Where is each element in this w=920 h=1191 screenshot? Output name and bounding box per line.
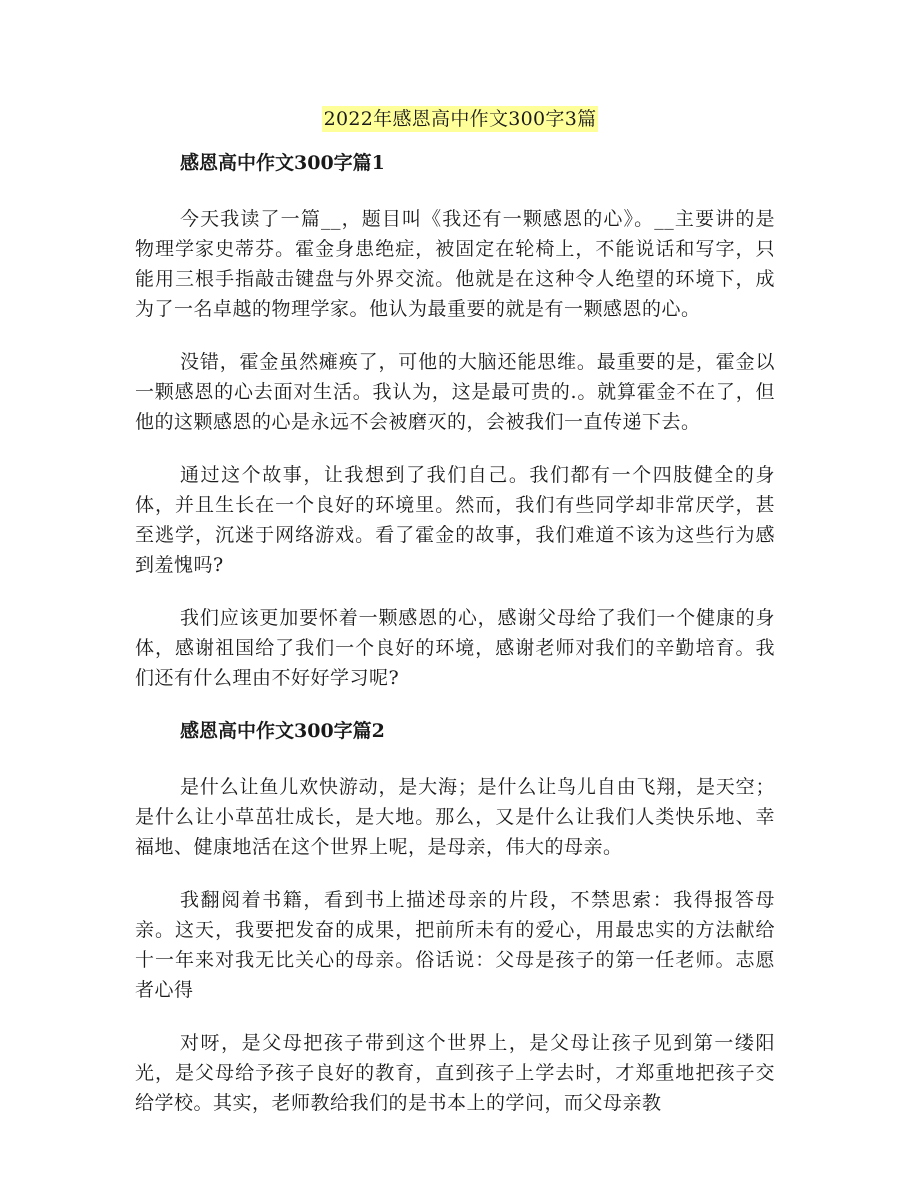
- section-heading: 感恩高中作文300字篇2: [180, 720, 385, 742]
- paragraph: 没错，霍金虽然瘫痪了，可他的大脑还能思维。最重要的是，霍金以一颗感恩的心去面对生活。我认为，这是最可贵的.。就算霍金不在了，但他的这颗感恩的心是永远不会被磨灭的，会被我们一直传递下去。: [135, 351, 775, 433]
- paragraph: 我们应该更加要怀着一颗感恩的心，感谢父母给了我们一个健康的身体，感谢祖国给了我们一个良好的环境，感谢老师对我们的辛勤培育。我们还有什么理由不好好学习呢?: [135, 607, 775, 689]
- title-container: [0, 106, 920, 132]
- section-2: [135, 716, 775, 1118]
- paragraph: 今天我读了一篇__，题目叫《我还有一颗感恩的心》。__主要讲的是物理学家史蒂芬。霍金身患绝症，被固定在轮椅上，不能说话和写字，只能用三根手指敲击键盘与外界交流。他就是在这种令人绝望的环境下，成为了一名卓越的物理学家。他认为最重要的就是有一颗感恩的心。: [135, 208, 775, 320]
- paragraph: 我翻阅着书籍，看到书上描述母亲的片段，不禁思索：我得报答母亲。这天，我要把发奋的成果，把前所未有的爱心，用最忠实的方法献给十一年来对我无比关心的母亲。俗话说：父母是孩子的第一任老师。志愿者心得: [135, 889, 775, 1001]
- section-heading: 感恩高中作文300字篇1: [180, 152, 385, 174]
- document-body: [135, 148, 775, 1141]
- paragraph: 通过这个故事，让我想到了我们自己。我们都有一个四肢健全的身体，并且生长在一个良好的环境里。然而，我们有些同学却非常厌学，甚至逃学，沉迷于网络游戏。看了霍金的故事，我们难道不该为这些行为感到羞愧吗?: [135, 464, 775, 576]
- document-title: 2022年感恩高中作文300字3篇: [323, 108, 597, 130]
- paragraph: 对呀，是父母把孩子带到这个世界上，是父母让孩子见到第一缕阳光，是父母给予孩子良好的教育，直到孩子上学去时，才郑重地把孩子交给学校。其实，老师教给我们的是书本上的学问，而父母亲教: [135, 1032, 775, 1114]
- section-1: [135, 148, 775, 693]
- paragraph: 是什么让鱼儿欢快游动，是大海；是什么让鸟儿自由飞翔，是天空；是什么让小草茁壮成长，是大地。那么，又是什么让我们人类快乐地、幸福地、健康地活在这个世界上呢，是母亲，伟大的母亲。: [135, 776, 775, 858]
